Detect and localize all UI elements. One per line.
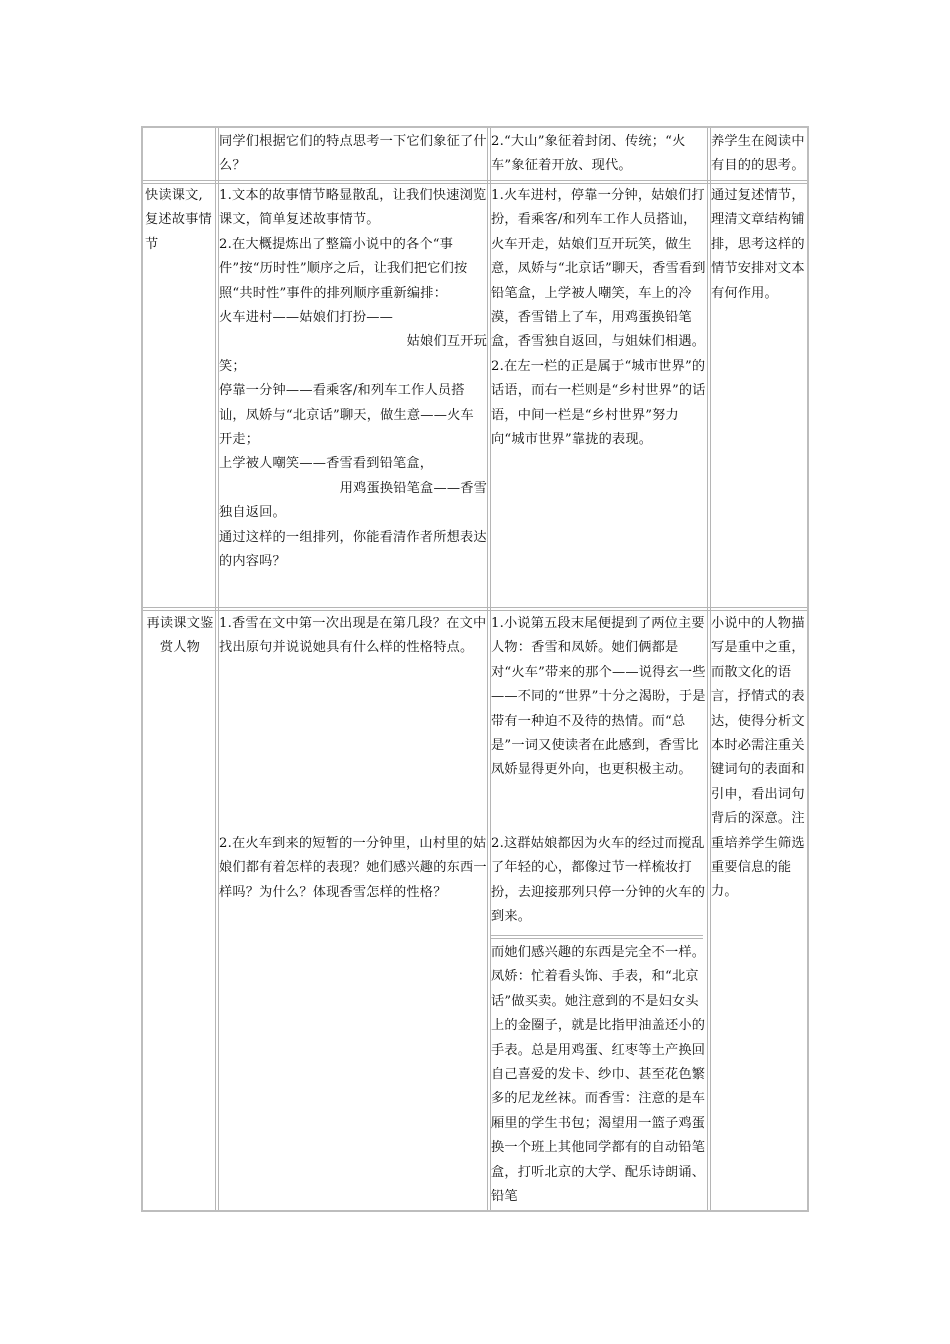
row-divider bbox=[143, 607, 807, 611]
lesson-plan-table bbox=[141, 126, 809, 1212]
row1-answer: 2.“大山”象征着封闭、传统；“火车”象征着开放、现代。 bbox=[491, 134, 686, 174]
paragraph: 2.在左一栏的正是属于“城市世界”的话语，而右一栏则是“乡村世界”的话语，中间一栏是“乡村世界”努力向“城市世界”靠拢的表现。 bbox=[491, 358, 706, 448]
row3-question-b: 2.在火车到来的短暂的一分钟里，山村里的姑娘们都有着怎样的表现？她们感兴趣的东西一样吗？为什么？体现香雪怎样的性格？ bbox=[219, 836, 487, 900]
paragraph: 2.在大概提炼出了整篇小说中的各个“事件”按“历时性”顺序之后，让我们把它们按照“共时性”事件的排列顺序重新编排： bbox=[219, 236, 468, 301]
row3-label: 再读课文鉴赏人物 bbox=[146, 616, 214, 656]
row2-answer bbox=[491, 184, 707, 452]
row3-answer-b: 2.这群姑娘都因为火车的经过而搅乱了年轻的心，都像过节一样梳妆打扮，去迎接那列只停一分钟的火车的到来。 bbox=[491, 836, 706, 925]
paragraph: 1.文本的故事情节略显散乱，让我们快速浏览课文，简单复述故事情节。 bbox=[219, 188, 487, 228]
paragraph: 上学被人嘲笑——香雪看到铅笔盒， bbox=[219, 456, 434, 472]
row2-question bbox=[219, 184, 487, 575]
row1-question: 同学们根据它们的特点思考一下它们象征了什么？ bbox=[219, 134, 487, 174]
paragraph: 停靠一分钟——看乘客/和列车工作人员搭讪，凤娇与“北京话”聊天，做生意——火车开走； bbox=[219, 383, 474, 448]
row3-question-a: 1.香雪在文中第一次出现是在第几段？在文中找出原句并说说她具有什么样的性格特点。 bbox=[219, 616, 487, 656]
row3-answer-c: 而她们感兴趣的东西是完全不一样。凤娇：忙着看头饰、手表，和“北京话”做买卖。她注意到的不是妇女头上的金圈子，就是比指甲油盖还小的手表。总是用鸡蛋、红枣等土产换回自己喜爱的发卡、纱巾、甚至花色繁多的尼龙丝袜。而香雪：注意的是车厢里的学生书包；渴望用一篮子鸡蛋换一个班上其他同学都有的自动铅笔盒，打听北京的大学、配乐诗朗诵、铅笔 bbox=[491, 945, 706, 1205]
row3-answer-a: 1.小说第五段末尾便提到了两位主要人物：香雪和凤娇。她们俩都是对“火车”带来的那个——说得玄一些——不同的“世界”十分之渴盼，于是带有一种迫不及待的热情。而“总是”一词又使读者在此感到，香雪比凤娇显得更外向，也更积极主动。 bbox=[491, 616, 706, 778]
row-divider-partial bbox=[491, 935, 703, 939]
paragraph: 姑娘们互开玩 bbox=[406, 334, 487, 350]
paragraph: 通过这样的一组排列，你能看清作者所想表达的内容吗？ bbox=[219, 529, 487, 570]
paragraph: 用鸡蛋换铅笔盒——香雪 bbox=[339, 480, 487, 496]
paragraph: 笑； bbox=[219, 358, 246, 374]
paragraph: 1.火车进村，停靠一分钟，姑娘们打扮，看乘客/和列车工作人员搭讪，火车开走，姑娘们互开玩笑，做生意，凤娇与“北京话”聊天，香雪看到铅笔盒，上学被人嘲笑，车上的冷漠，香雪错上了车，用鸡蛋换铅笔盒，香雪独自返回，与姐妹们相遇。 bbox=[491, 188, 706, 350]
paragraph: 火车进村——姑娘们打扮—— bbox=[219, 310, 394, 326]
paragraph: 独自返回。 bbox=[219, 505, 286, 521]
row2-intent: 通过复述情节，理清文章结构铺排，思考这样的情节安排对文本有何作用。 bbox=[711, 188, 805, 301]
row1-intent: 养学生在阅读中有目的的思考。 bbox=[711, 134, 805, 174]
row3-intent: 小说中的人物描写是重中之重，而散文化的语言，抒情式的表达，使得分析文本时必需注重关键词句的表面和引申，看出词句背后的深意。注重培养学生筛选重要信息的能力。 bbox=[711, 616, 805, 900]
row2-label: 快读课文,复述故事情节 bbox=[145, 188, 212, 252]
